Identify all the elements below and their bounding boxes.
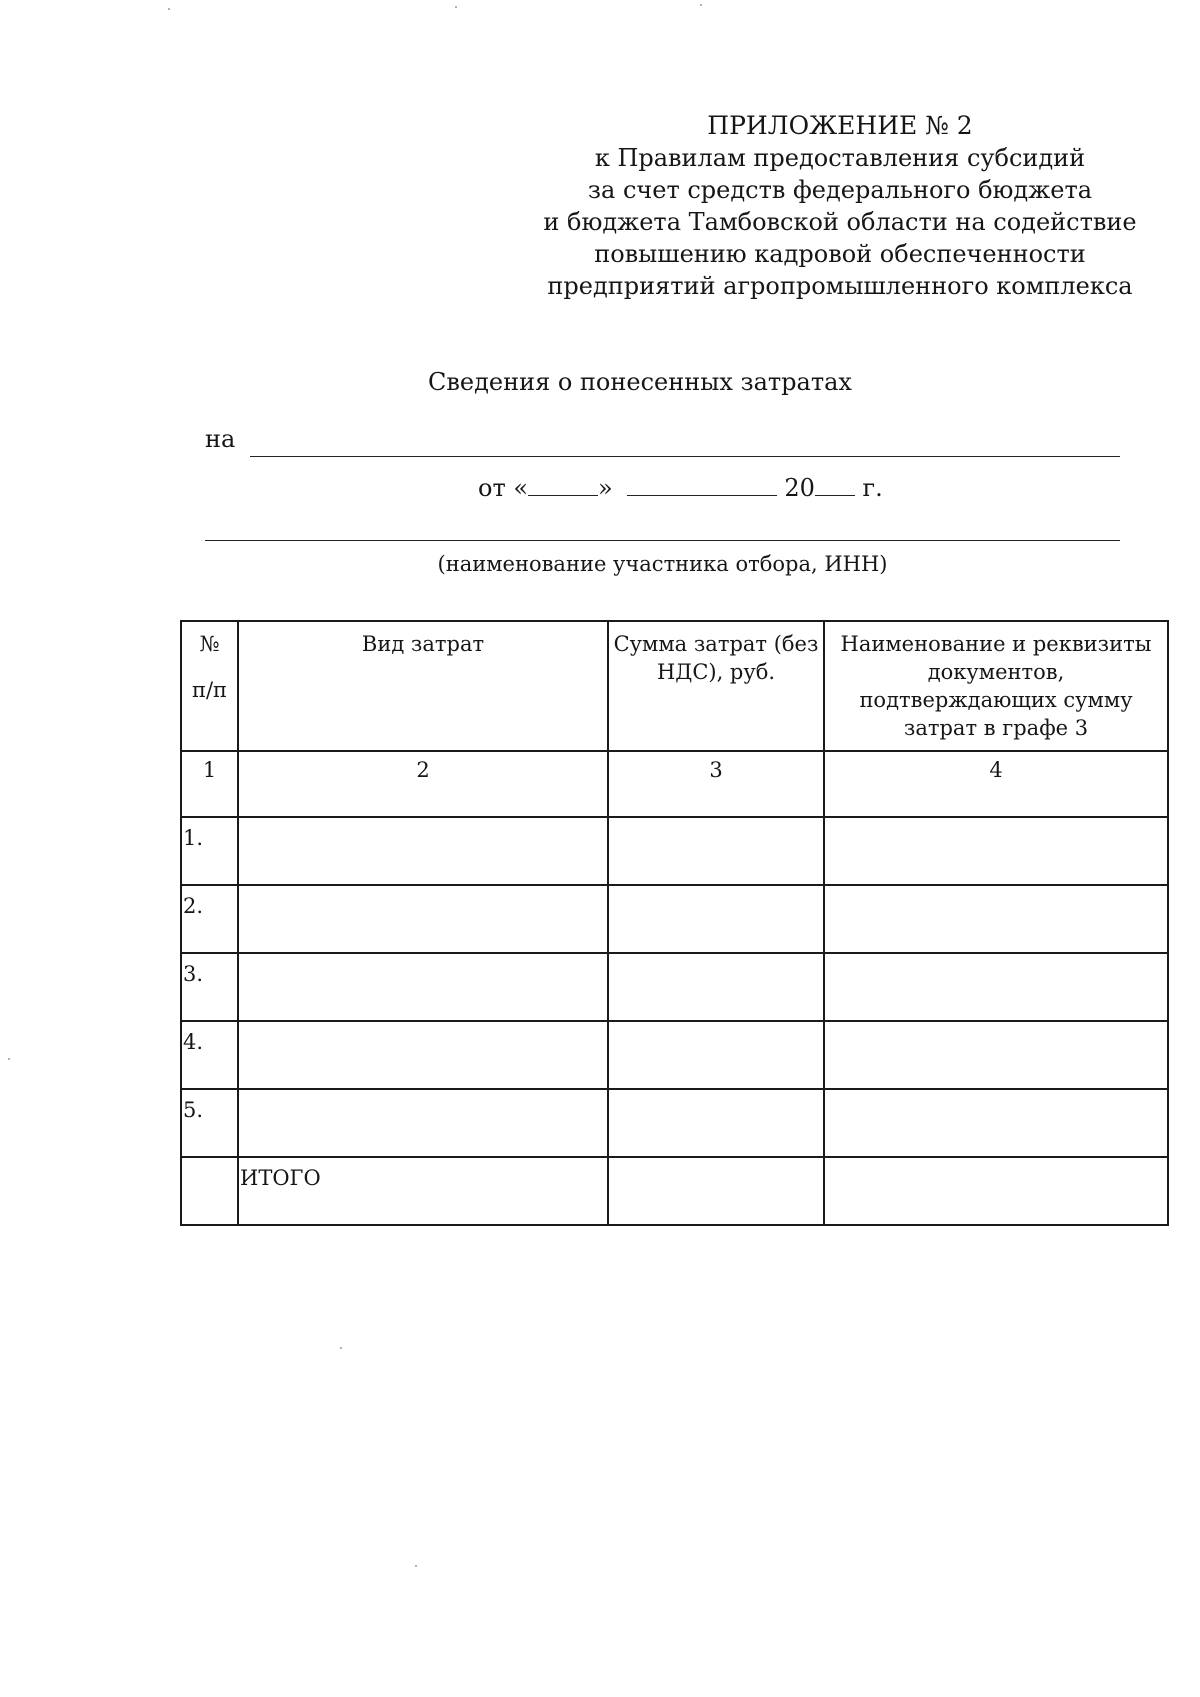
scan-speck xyxy=(8,1058,10,1060)
cost-type-cell[interactable] xyxy=(238,817,608,885)
number-sign: № xyxy=(199,632,220,656)
row-index: 5. xyxy=(181,1089,238,1157)
participant-caption: (наименование участника отбора, ИНН) xyxy=(437,552,888,576)
date-close-quote: » xyxy=(598,474,613,502)
documents-cell[interactable] xyxy=(824,1021,1168,1089)
amount-cell[interactable] xyxy=(608,817,824,885)
scan-speck xyxy=(455,6,457,8)
cost-type-cell[interactable] xyxy=(238,1021,608,1089)
total-row xyxy=(181,1157,1168,1225)
appendix-title: ПРИЛОЖЕНИЕ № 2 xyxy=(707,111,973,140)
day-blank[interactable] xyxy=(528,475,598,496)
table-row xyxy=(181,885,1168,953)
amount-cell[interactable] xyxy=(608,1021,824,1089)
cost-type-cell[interactable] xyxy=(238,885,608,953)
cost-type-cell[interactable] xyxy=(238,953,608,1021)
column-number: 3 xyxy=(608,751,824,817)
total-amount-cell[interactable] xyxy=(608,1157,824,1225)
header-amount: Сумма затрат (без НДС), руб. xyxy=(608,621,824,751)
documents-cell[interactable] xyxy=(824,885,1168,953)
row-index: 4. xyxy=(181,1021,238,1089)
recipient-row xyxy=(205,425,1125,453)
documents-cell[interactable] xyxy=(824,1089,1168,1157)
header-cost-type: Вид затрат xyxy=(238,621,608,751)
appendix-header xyxy=(540,110,1140,302)
documents-cell[interactable] xyxy=(824,817,1168,885)
date-row xyxy=(478,474,883,502)
row-index: 3. xyxy=(181,953,238,1021)
na-label: на xyxy=(205,425,236,453)
scan-speck xyxy=(168,8,170,10)
total-label: ИТОГО xyxy=(238,1157,608,1225)
scan-speck xyxy=(700,4,702,6)
document-title-block xyxy=(0,368,1200,396)
date-suffix: г. xyxy=(854,474,883,502)
table-row xyxy=(181,817,1168,885)
recipient-blank-line[interactable] xyxy=(250,456,1120,457)
column-number: 4 xyxy=(824,751,1168,817)
row-index: 1. xyxy=(181,817,238,885)
number-sub: п/п xyxy=(191,678,228,702)
table-row xyxy=(181,1021,1168,1089)
table-row xyxy=(181,1089,1168,1157)
table-row xyxy=(181,953,1168,1021)
participant-blank-line[interactable] xyxy=(205,540,1120,541)
total-documents-cell[interactable] xyxy=(824,1157,1168,1225)
cost-type-cell[interactable] xyxy=(238,1089,608,1157)
month-blank[interactable] xyxy=(627,475,777,496)
header-index xyxy=(181,621,238,751)
row-index: 2. xyxy=(181,885,238,953)
appendix-line: к Правилам предоставления субсидий xyxy=(594,144,1086,172)
scan-speck xyxy=(415,1565,417,1567)
amount-cell[interactable] xyxy=(608,953,824,1021)
column-number-row xyxy=(181,751,1168,817)
appendix-line: предприятий агропромышленного комплекса xyxy=(547,272,1133,300)
column-number: 2 xyxy=(238,751,608,817)
year-blank[interactable] xyxy=(815,475,855,496)
appendix-line: и бюджета Тамбовской области на содействие xyxy=(543,208,1137,236)
amount-cell[interactable] xyxy=(608,885,824,953)
table-header-row xyxy=(181,621,1168,751)
document-title: Сведения о понесенных затратах xyxy=(428,368,852,396)
appendix-line: за счет средств федерального бюджета xyxy=(587,176,1093,204)
scan-speck xyxy=(340,1347,342,1349)
appendix-line: повышению кадровой обеспеченности xyxy=(594,240,1086,268)
total-index-cell xyxy=(181,1157,238,1225)
amount-cell[interactable] xyxy=(608,1089,824,1157)
year-prefix: 20 xyxy=(784,474,815,502)
column-number: 1 xyxy=(181,751,238,817)
date-prefix: от « xyxy=(478,474,529,502)
header-documents: Наименование и реквизиты документов, подтверждающих сумму затрат в графе 3 xyxy=(824,621,1168,751)
documents-cell[interactable] xyxy=(824,953,1168,1021)
costs-table xyxy=(180,620,1169,1226)
